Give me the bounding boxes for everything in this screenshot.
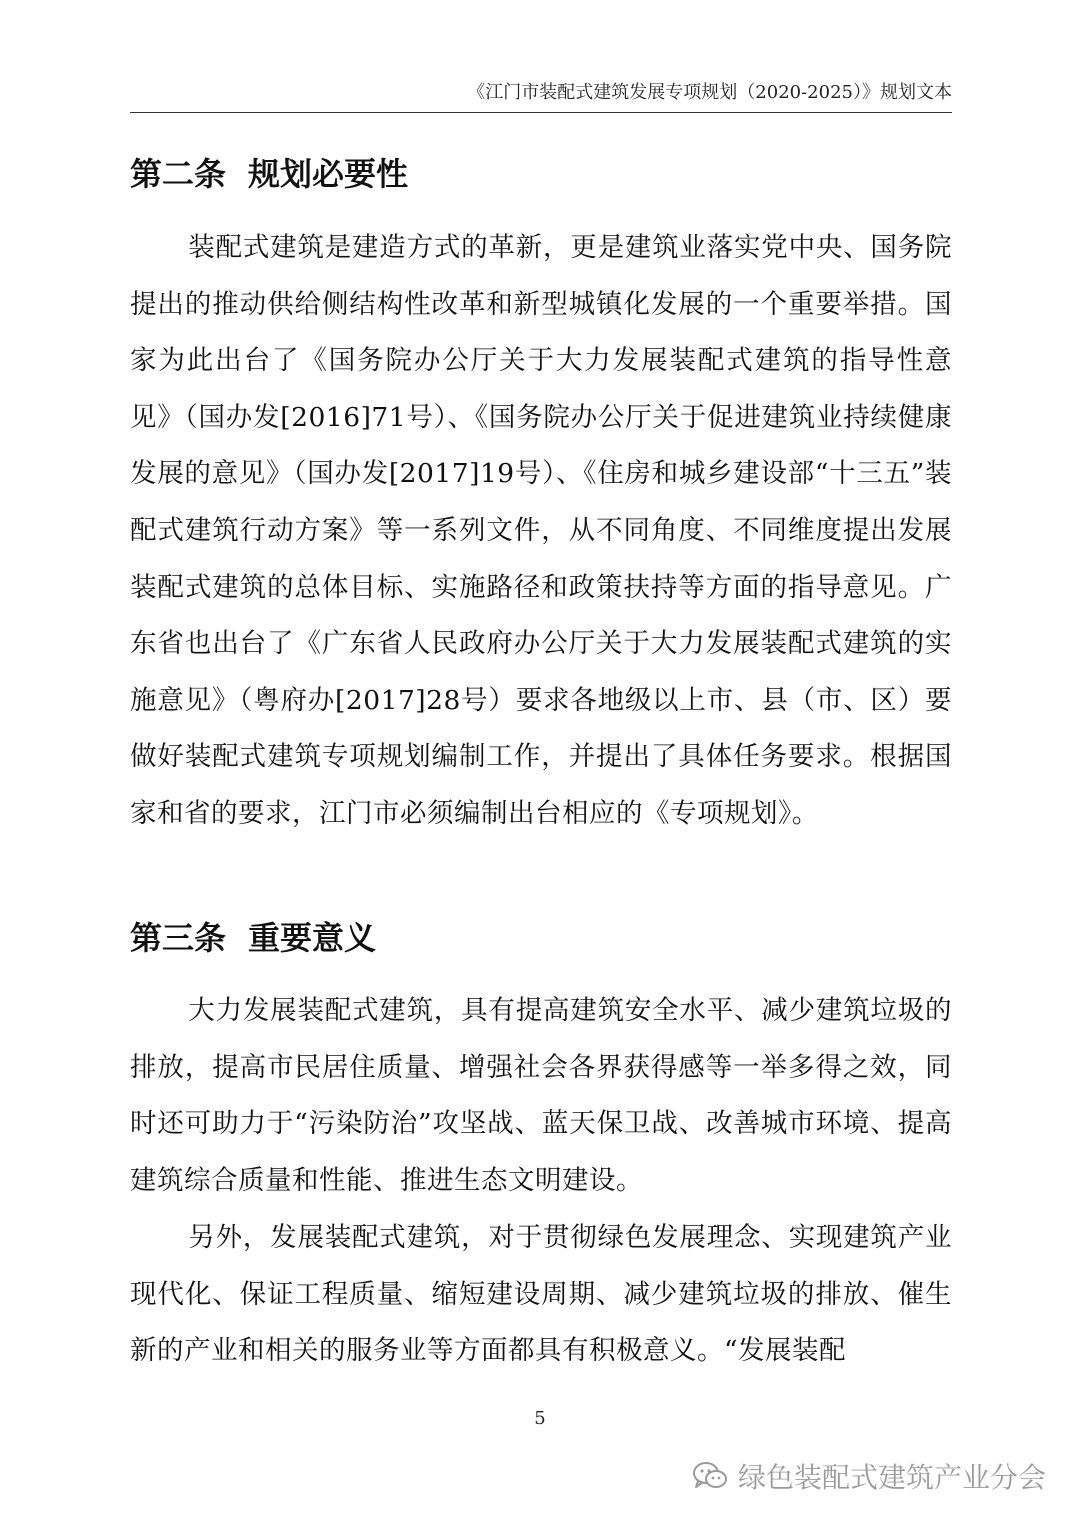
- section-title: 重要意义: [248, 919, 377, 957]
- watermark: [692, 1456, 1046, 1496]
- section-heading-3: [130, 919, 377, 957]
- watermark-text: 绿色装配式建筑产业分会: [737, 1461, 1046, 1494]
- page-number: 5: [534, 1408, 546, 1429]
- paragraph-necessity: 装配式建筑是建造方式的革新，更是建筑业落实党中央、国务院提出的推动供给侧结构性改革和新型城镇化发展的一个重要举措。国家为此出台了《国务院办公厅关于大力发展装配式建筑的指导性意见》（国办发[2016]71号）、《国务院办公厅关于促进建筑业持续健康发展的意见》（国办发[2017]19号）、《住房和城乡建设部“十三五”装配式建筑行动方案》等一系列文件，从不同角度、不同维度提出发展装配式建筑的总体目标、实施路径和政策扶持等方面的指导意见。广东省也出台了《广东省人民政府办公厅关于大力发展装配式建筑的实施意见》（粤府办[2017]28号）要求各地级以上市、县（市、区）要做好装配式建筑专项规划编制工作，并提出了具体任务要求。根据国家和省的要求，江门市必须编制出台相应的《专项规划》。: [130, 232, 952, 829]
- paragraph-significance-2: 另外，发展装配式建筑，对于贯彻绿色发展理念、实现建筑产业现代化、保证工程质量、缩短建设周期、减少建筑垃圾的排放、催生新的产业和相关的服务业等方面都具有积极意义。“发展装配: [130, 1222, 952, 1367]
- page-header: [130, 78, 952, 113]
- section-heading-2: [130, 155, 409, 193]
- document-title: 《江门市装配式建筑发展专项规划（2020-2025）》规划文本: [467, 82, 952, 103]
- wechat-icon: [692, 1461, 728, 1491]
- paragraph-significance-1: 大力发展装配式建筑，具有提高建筑安全水平、减少建筑垃圾的排放，提高市民居住质量、增强社会各界获得感等一举多得之效，同时还可助力于“污染防治”攻坚战、蓝天保卫战、改善城市环境、提高建筑综合质量和性能、推进生态文明建设。: [130, 995, 952, 1196]
- section-number: 第二条: [130, 155, 227, 193]
- section-title: 规划必要性: [248, 155, 409, 193]
- section-number: 第三条: [130, 919, 227, 957]
